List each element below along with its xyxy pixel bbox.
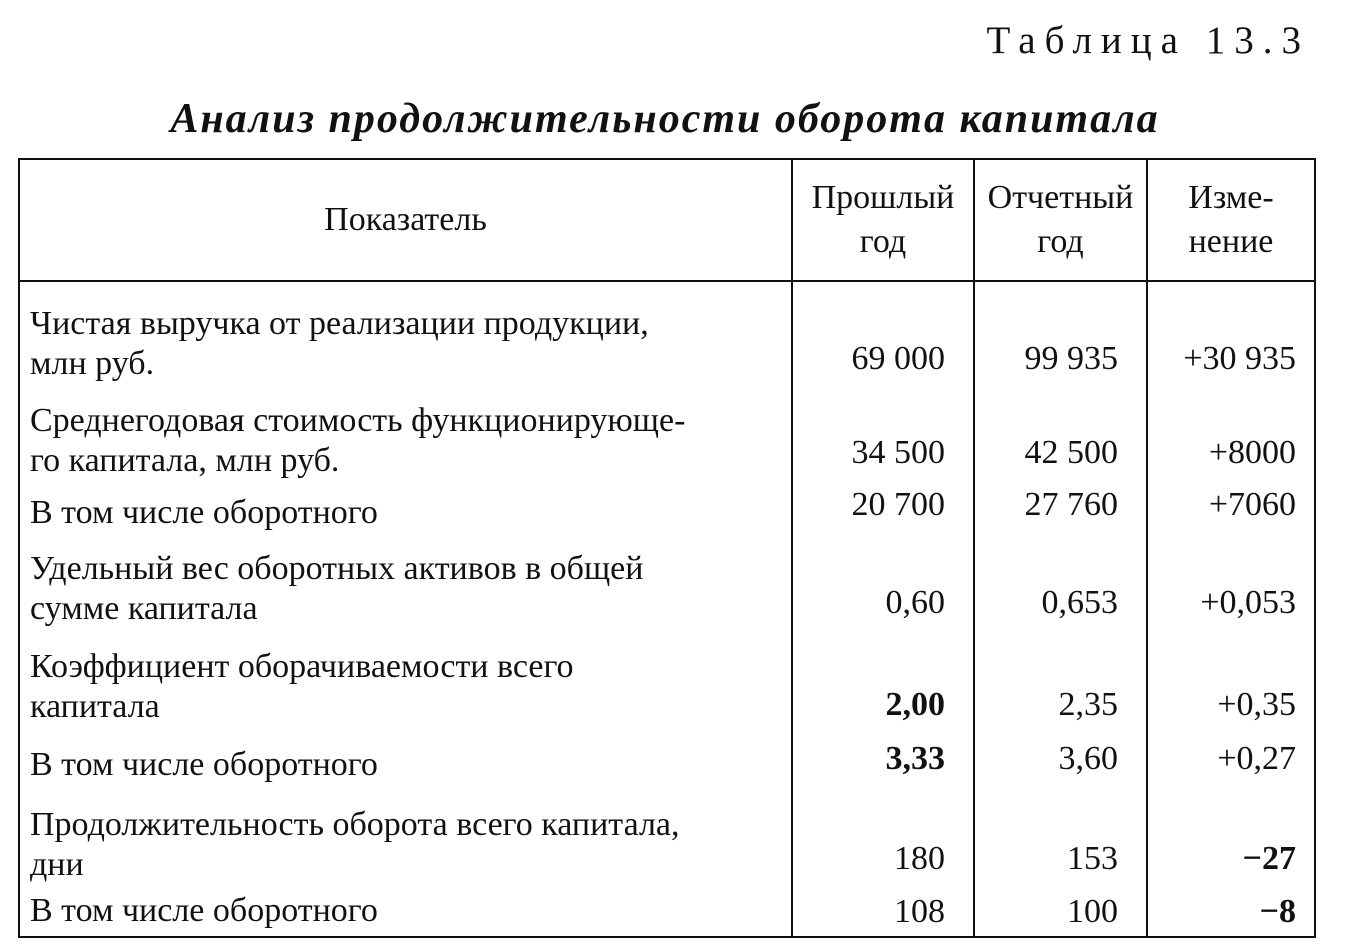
table-title: Анализ продолжительности оборота капитала [170,96,1160,142]
value-current: 42 500 [974,387,1147,483]
value-change: +30 935 [1147,281,1315,387]
value-change: +0,35 [1147,635,1315,735]
table-row [19,281,1315,387]
value-previous: 180 [792,791,974,887]
value-change: +0,053 [1147,539,1315,635]
value-previous: 34 500 [792,387,974,483]
table-row [19,635,1315,735]
table-row [19,387,1315,483]
value-current: 99 935 [974,281,1147,387]
value-change: −27 [1147,791,1315,887]
header-row [19,159,1315,281]
table-number: Таблица 13.3 [986,19,1310,62]
data-table [18,158,1316,938]
value-current: 0,653 [974,539,1147,635]
value-previous: 69 000 [792,281,974,387]
row-label: В том числе оборотного [19,887,792,937]
value-change: +7060 [1147,483,1315,539]
value-change: +0,27 [1147,735,1315,791]
value-previous: 108 [792,887,974,937]
header-indicator: Показатель [19,159,792,281]
value-previous: 0,60 [792,539,974,635]
value-current: 153 [974,791,1147,887]
table-row [19,735,1315,791]
header-change: Изме- нение [1147,159,1315,281]
value-previous: 2,00 [792,635,974,735]
table-row [19,791,1315,887]
value-previous: 3,33 [792,735,974,791]
value-change: +8000 [1147,387,1315,483]
table-row [19,887,1315,937]
row-label: В том числе оборотного [19,735,792,791]
value-current: 2,35 [974,635,1147,735]
row-label: В том числе оборотного [19,483,792,539]
header-previous-year: Прошлый год [792,159,974,281]
value-current: 3,60 [974,735,1147,791]
header-reporting-year: Отчетный год [974,159,1147,281]
value-current: 100 [974,887,1147,937]
table-row [19,483,1315,539]
row-label: Коэффициент оборачиваемости всего капитала [19,635,792,735]
table-row [19,539,1315,635]
row-label: Продолжительность оборота всего капитала, дни [19,791,792,887]
value-previous: 20 700 [792,483,974,539]
row-label: Удельный вес оборотных активов в общей сумме капитала [19,539,792,635]
value-change: −8 [1147,887,1315,937]
value-current: 27 760 [974,483,1147,539]
row-label: Среднегодовая стоимость функционирующе- го капитала, млн руб. [19,387,792,483]
row-label: Чистая выручка от реализации продукции, млн руб. [19,281,792,387]
